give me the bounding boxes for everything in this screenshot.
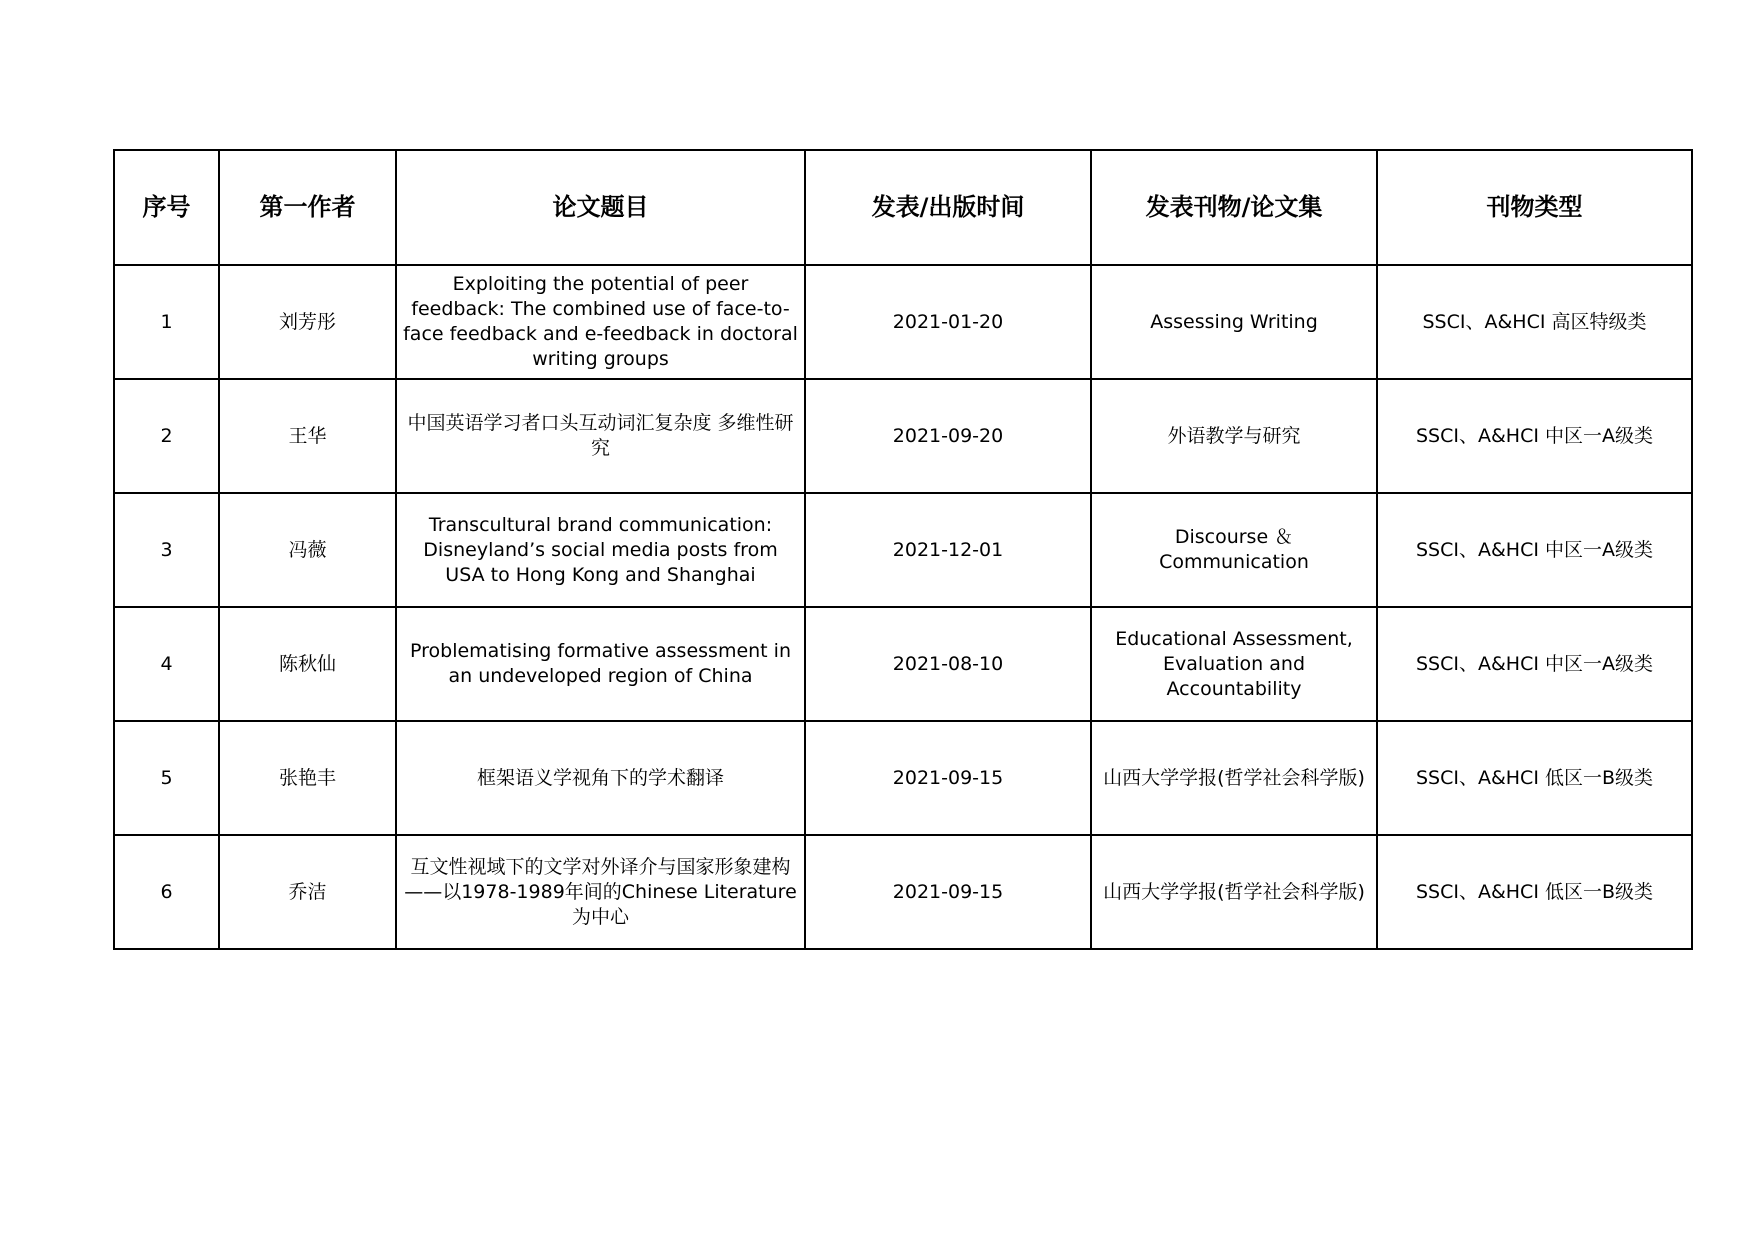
cell-index: 5 — [114, 721, 219, 835]
cell-author: 冯薇 — [219, 493, 396, 607]
cell-author: 乔洁 — [219, 835, 396, 949]
cell-title: Exploiting the potential of peer feedback: The combined use of face-to-face feedback and e-feedback in doctoral writing groups — [396, 265, 805, 379]
cell-date: 2021-01-20 — [805, 265, 1091, 379]
cell-title: 互文性视域下的文学对外译介与国家形象建构——以1978-1989年间的Chinese Literature 为中心 — [396, 835, 805, 949]
cell-index: 4 — [114, 607, 219, 721]
cell-author: 刘芳彤 — [219, 265, 396, 379]
cell-index: 6 — [114, 835, 219, 949]
table-row — [114, 835, 1692, 949]
header-first-author: 第一作者 — [219, 150, 396, 265]
cell-type: SSCI、A&HCI 高区特级类 — [1377, 265, 1692, 379]
publication-table — [113, 149, 1693, 950]
cell-author: 陈秋仙 — [219, 607, 396, 721]
cell-date: 2021-09-15 — [805, 835, 1091, 949]
cell-date: 2021-08-10 — [805, 607, 1091, 721]
cell-index: 3 — [114, 493, 219, 607]
cell-author: 张艳丰 — [219, 721, 396, 835]
cell-date: 2021-09-20 — [805, 379, 1091, 493]
header-journal: 发表刊物/论文集 — [1091, 150, 1377, 265]
cell-type: SSCI、A&HCI 中区一A级类 — [1377, 607, 1692, 721]
cell-title: 框架语义学视角下的学术翻译 — [396, 721, 805, 835]
cell-date: 2021-12-01 — [805, 493, 1091, 607]
cell-journal: Educational Assessment, Evaluation and Accountability — [1091, 607, 1377, 721]
cell-type: SSCI、A&HCI 低区一B级类 — [1377, 721, 1692, 835]
table-row — [114, 721, 1692, 835]
cell-author: 王华 — [219, 379, 396, 493]
cell-type: SSCI、A&HCI 中区一A级类 — [1377, 379, 1692, 493]
table-row — [114, 607, 1692, 721]
table-row — [114, 379, 1692, 493]
cell-index: 2 — [114, 379, 219, 493]
cell-journal: 山西大学学报(哲学社会科学版) — [1091, 835, 1377, 949]
cell-journal: Discourse ＆ Communication — [1091, 493, 1377, 607]
table-row — [114, 493, 1692, 607]
header-journal-type: 刊物类型 — [1377, 150, 1692, 265]
cell-journal: 外语教学与研究 — [1091, 379, 1377, 493]
table-header-row — [114, 150, 1692, 265]
cell-date: 2021-09-15 — [805, 721, 1091, 835]
cell-index: 1 — [114, 265, 219, 379]
header-paper-title: 论文题目 — [396, 150, 805, 265]
cell-journal: 山西大学学报(哲学社会科学版) — [1091, 721, 1377, 835]
cell-journal: Assessing Writing — [1091, 265, 1377, 379]
header-index: 序号 — [114, 150, 219, 265]
cell-title: Problematising formative assessment in an undeveloped region of China — [396, 607, 805, 721]
cell-title: 中国英语学习者口头互动词汇复杂度 多维性研究 — [396, 379, 805, 493]
cell-type: SSCI、A&HCI 低区一B级类 — [1377, 835, 1692, 949]
cell-type: SSCI、A&HCI 中区一A级类 — [1377, 493, 1692, 607]
header-publish-date: 发表/出版时间 — [805, 150, 1091, 265]
table-row — [114, 265, 1692, 379]
cell-title: Transcultural brand communication: Disneyland’s social media posts from USA to Hong Kong and Shanghai — [396, 493, 805, 607]
